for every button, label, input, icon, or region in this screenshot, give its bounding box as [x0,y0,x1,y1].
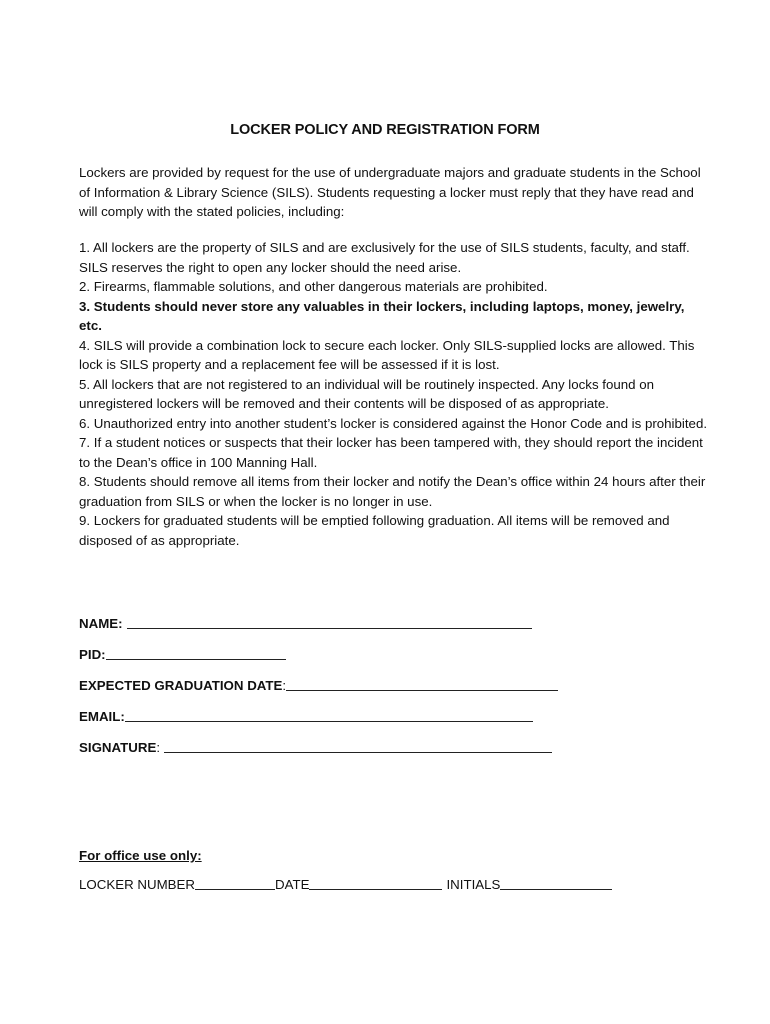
name-row [79,600,719,631]
policy-item: 1. All lockers are the property of SILS and are exclusively for the use of SILS students, faculty, and staff. SILS reserves the right to open any locker should the need arise. [79,240,690,275]
page-title: LOCKER POLICY AND REGISTRATION FORM [230,122,540,138]
grad-date-colon: : [282,678,287,693]
policy-item: 3. Students should never store any valuables in their lockers, including laptops, money, jewelry, etc. [79,298,685,333]
initials-field[interactable] [500,877,612,890]
email-row [79,693,719,724]
office-use-row [79,877,612,892]
grad-date-label: EXPECTED GRADUATION DATE [79,678,283,693]
signature-row [79,724,719,755]
date-field[interactable] [309,877,442,890]
signature-colon: : [156,740,161,755]
signature-label: SIGNATURE [79,740,157,755]
policy-item: 9. Lockers for graduated students will be emptied following graduation. All items will be removed and disposed of as appropriate. [79,513,670,548]
pid-row [79,631,719,662]
name-label: NAME: [79,616,123,631]
date-label: DATE [275,877,310,892]
office-use-section [79,848,612,892]
grad-date-row [79,662,719,693]
locker-number-field[interactable] [195,877,275,890]
registration-fields [79,600,719,755]
policy-item: 7. If a student notices or suspects that their locker has been tampered with, they should report the incident to the Dean’s office in 100 Manning Hall. [79,435,703,470]
pid-field[interactable] [106,647,286,660]
initials-label: INITIALS [446,877,501,892]
grad-date-field[interactable] [286,678,558,691]
email-label: EMAIL: [79,709,125,724]
name-field[interactable] [127,616,532,629]
locker-number-label: LOCKER NUMBER [79,877,195,892]
policy-item: 8. Students should remove all items from their locker and notify the Dean’s office within 24 hours after their graduation from SILS or when the locker is no longer in use. [79,474,706,509]
intro-paragraph: Lockers are provided by request for the use of undergraduate majors and graduate students in the School of Information & Library Science (SILS). Students requesting a locker must reply that they have read and will comply with the stated policies, including: [79,165,701,219]
pid-label: PID: [79,647,106,662]
policy-item: 4. SILS will provide a combination lock to secure each locker. Only SILS-supplied locks are allowed. This lock is SILS property and a replacement fee will be assessed if it is lost. [79,337,695,372]
policy-item: 5. All lockers that are not registered to an individual will be routinely inspected. Any locks found on unregistered lockers will be removed and their contents will be disposed of as appropriate. [79,376,655,411]
office-use-heading: For office use only: [79,848,202,863]
email-field[interactable] [125,709,533,722]
policy-list [79,238,709,550]
signature-field[interactable] [164,740,552,753]
policy-item: 6. Unauthorized entry into another student’s locker is considered against the Honor Code and is prohibited. [79,415,708,431]
policy-item: 2. Firearms, flammable solutions, and other dangerous materials are prohibited. [79,279,548,294]
